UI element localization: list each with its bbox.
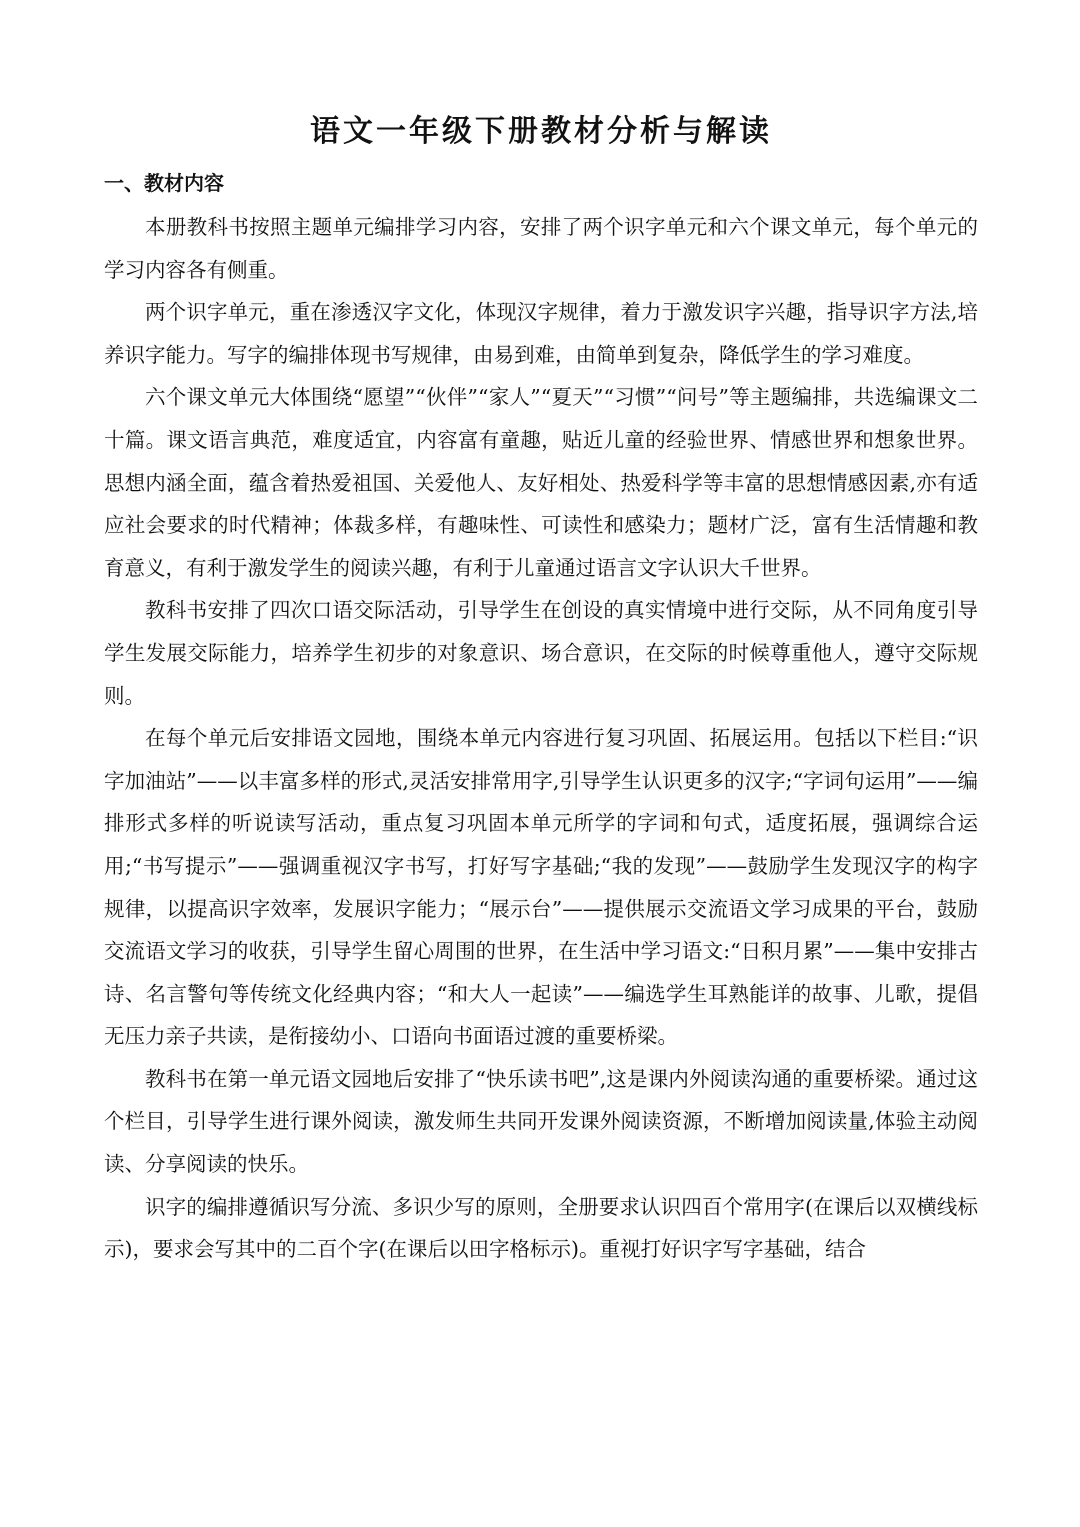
- section-teaching-content: [104, 168, 978, 1271]
- paragraph: 在每个单元后安排语文园地，围绕本单元内容进行复习巩固、拓展运用。包括以下栏目:“识字加油站”——以丰富多样的形式,灵活安排常用字,引导学生认识更多的汉字;“字词句运用”——编排形式多样的听说读写活动，重点复习巩固本单元所学的字词和句式，适度拓展，强调综合运用;“书写提示”——强调重视汉字书写，打好写字基础;“我的发现”——鼓励学生发现汉字的构字规律，以提高识字效率，发展识字能力；“展示台”——提供展示交流语文学习成果的平台，鼓励交流语文学习的收获，引导学生留心周围的世界，在生活中学习语文:“日积月累”——集中安排古诗、名言警句等传统文化经典内容；“和大人一起读”——编选学生耳熟能详的故事、儿歌，提倡无压力亲子共读，是衔接幼小、口语向书面语过渡的重要桥梁。: [104, 726, 978, 1049]
- paragraph: 本册教科书按照主题单元编排学习内容，安排了两个识字单元和六个课文单元，每个单元的学习内容各有侧重。: [104, 215, 978, 282]
- document-page: [104, 108, 978, 1271]
- section-heading: 一、教材内容: [104, 171, 224, 195]
- document-title: 语文一年级下册教材分析与解读: [310, 114, 772, 149]
- paragraph: 教科书在第一单元语文园地后安排了“快乐读书吧”,这是课内外阅读沟通的重要桥梁。通过这个栏目，引导学生进行课外阅读，激发师生共同开发课外阅读资源，不断增加阅读量,体验主动阅读、分享阅读的快乐。: [104, 1066, 978, 1177]
- paragraph: 两个识字单元，重在渗透汉字文化，体现汉字规律，着力于激发识字兴趣，指导识字方法,培养识字能力。写字的编排体现书写规律，由易到难，由简单到复杂，降低学生的学习难度。: [104, 300, 978, 367]
- paragraph: 六个课文单元大体围绕“愿望”“伙伴”“家人”“夏天”“习惯”“问号”等主题编排，共选编课文二十篇。课文语言典范，难度适宜，内容富有童趣，贴近儿童的经验世界、情感世界和想象世界。思想内涵全面，蕴含着热爱祖国、关爱他人、友好相处、热爱科学等丰富的思想情感因素,亦有适应社会要求的时代精神；体裁多样，有趣味性、可读性和感染力；题材广泛，富有生活情趣和教育意义，有利于激发学生的阅读兴趣，有利于儿童通过语言文字认识大千世界。: [104, 385, 978, 580]
- paragraph: 教科书安排了四次口语交际活动，引导学生在创设的真实情境中进行交际，从不同角度引导学生发展交际能力，培养学生初步的对象意识、场合意识，在交际的时候尊重他人，遵守交际规则。: [104, 598, 978, 708]
- paragraph: 识字的编排遵循识写分流、多识少写的原则，全册要求认识四百个常用字(在课后以双横线标示)，要求会写其中的二百个字(在课后以田字格标示)。重视打好识字写字基础，结合: [104, 1194, 978, 1262]
